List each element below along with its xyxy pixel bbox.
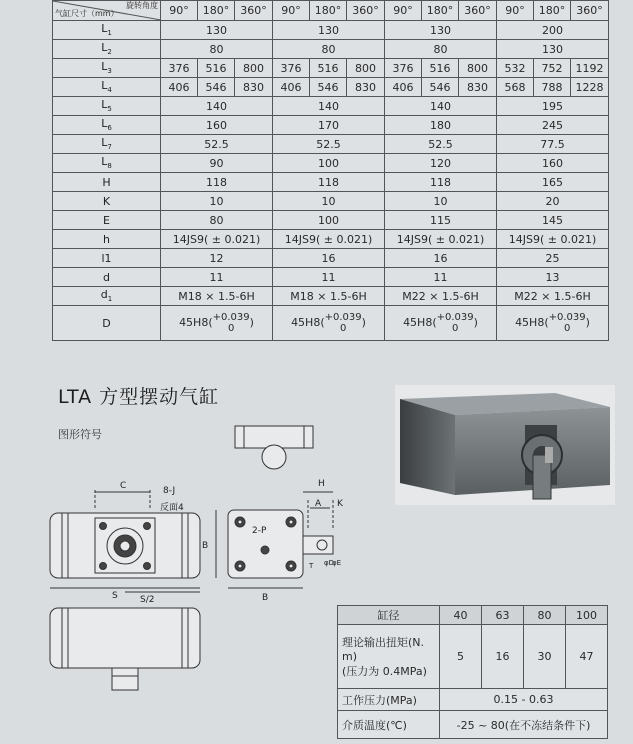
row-label-text: l1 — [101, 251, 112, 265]
d-row — [53, 306, 609, 341]
d-suffix: ) — [473, 316, 478, 329]
row-label-sub: 5 — [107, 105, 112, 114]
d-prefix: 45H8( — [179, 316, 213, 329]
spec-cell: 90 — [161, 154, 273, 173]
d-prefix: 45H8( — [515, 316, 549, 329]
row-label-sub: 4 — [107, 86, 112, 95]
spec-cell: 800 — [235, 59, 273, 78]
spec-body — [53, 21, 609, 306]
spec-cell: 10 — [273, 192, 385, 211]
spec-cell: 140 — [273, 97, 385, 116]
spec-cell: 830 — [347, 78, 385, 97]
corner-top-label: 旋转角度 — [126, 1, 158, 10]
angle-header: 180° — [422, 1, 459, 21]
spec-cell: 800 — [459, 59, 497, 78]
spec-cell: 14JS9( ± 0.021) — [497, 230, 609, 249]
spec-row — [53, 268, 609, 287]
spec-row — [53, 173, 609, 192]
bore-size: 80 — [524, 606, 566, 625]
spec-cell: 376 — [273, 59, 310, 78]
label-h: H — [318, 479, 325, 489]
pressure-value: 0.15 - 0.63 — [440, 689, 608, 711]
spec-cell: 12 — [161, 249, 273, 268]
spec-cell: 788 — [534, 78, 571, 97]
spec-row — [53, 59, 609, 78]
spec-cell: 14JS9( ± 0.021) — [273, 230, 385, 249]
spec-cell: 118 — [385, 173, 497, 192]
label-e: φE — [332, 559, 342, 567]
spec-cell: 80 — [161, 211, 273, 230]
row-label-text: L — [101, 136, 108, 150]
performance-table — [337, 605, 608, 739]
row-label-text: L — [101, 41, 108, 55]
spec-cell: 516 — [422, 59, 459, 78]
spec-cell: 830 — [235, 78, 273, 97]
spec-cell: 16 — [385, 249, 497, 268]
torque-value: 16 — [482, 625, 524, 689]
tolerance-fraction — [549, 312, 586, 334]
spec-cell: 100 — [273, 211, 385, 230]
temperature-value: -25 ~ 80(在不冻结条件下) — [440, 711, 608, 739]
spec-row — [53, 154, 609, 173]
row-label — [53, 135, 161, 154]
row-label — [53, 97, 161, 116]
label-d2: φD — [324, 559, 335, 567]
tolerance-upper: +0.039 — [212, 312, 250, 323]
cylinder-photo — [395, 385, 615, 505]
row-label-sub: 3 — [107, 67, 112, 76]
bottom-view — [50, 592, 200, 690]
torque-row — [338, 625, 608, 689]
angle-header: 180° — [198, 1, 235, 21]
corner-cell — [53, 1, 161, 21]
tolerance-upper: +0.039 — [436, 312, 474, 323]
d-suffix: ) — [249, 316, 254, 329]
spec-cell: 516 — [198, 59, 235, 78]
spec-cell: 1228 — [571, 78, 609, 97]
torque-value: 5 — [440, 625, 482, 689]
torque-label-line2: m) — [342, 650, 358, 663]
row-label — [53, 287, 161, 306]
row-label-sub: 1 — [107, 295, 113, 304]
d-suffix: ) — [585, 316, 590, 329]
spec-row — [53, 249, 609, 268]
tolerance-lower: 0 — [451, 323, 459, 334]
pressure-label: 工作压力(MPa) — [338, 689, 440, 711]
row-label-text: L — [101, 22, 108, 36]
angle-header: 90° — [273, 1, 310, 21]
row-label-text: d — [103, 270, 110, 284]
row-label — [53, 192, 161, 211]
front-view — [50, 481, 200, 601]
graphic-symbol — [235, 426, 313, 469]
spec-cell: M22 × 1.5-6H — [385, 287, 497, 306]
spec-row — [53, 211, 609, 230]
row-label — [53, 40, 161, 59]
spec-cell: 532 — [497, 59, 534, 78]
angle-header: 180° — [310, 1, 347, 21]
bore-size: 100 — [566, 606, 608, 625]
row-label-text: L — [101, 60, 108, 74]
d-cell — [497, 306, 609, 341]
spec-cell: 130 — [385, 21, 497, 40]
spec-cell: 80 — [385, 40, 497, 59]
row-label — [53, 154, 161, 173]
d-cell — [273, 306, 385, 341]
row-label: D — [53, 306, 161, 341]
spec-cell: M18 × 1.5-6H — [161, 287, 273, 306]
spec-cell: 165 — [497, 173, 609, 192]
temperature-label: 介质温度(℃) — [338, 711, 440, 739]
spec-row — [53, 40, 609, 59]
row-label-text: L — [101, 98, 108, 112]
tolerance-upper: +0.039 — [324, 312, 362, 323]
spec-cell: M18 × 1.5-6H — [273, 287, 385, 306]
spec-row — [53, 21, 609, 40]
tolerance-lower: 0 — [227, 323, 235, 334]
spec-cell: 115 — [385, 211, 497, 230]
tolerance-fraction — [437, 312, 474, 334]
row-label-sub: 7 — [107, 143, 112, 152]
spec-cell: 11 — [161, 268, 273, 287]
row-label — [53, 173, 161, 192]
spec-cell: 52.5 — [161, 135, 273, 154]
spec-row — [53, 97, 609, 116]
angle-header: 90° — [385, 1, 422, 21]
row-label-text: d — [100, 288, 108, 302]
torque-label-line1: 理论输出扭矩(N. — [342, 636, 425, 649]
angle-header: 360° — [235, 1, 273, 21]
row-label-text: E — [103, 213, 110, 227]
spec-table — [52, 0, 609, 341]
tolerance-fraction — [325, 312, 362, 334]
temperature-row — [338, 711, 608, 739]
spec-cell: 11 — [385, 268, 497, 287]
spec-cell: 13 — [497, 268, 609, 287]
spec-cell: 170 — [273, 116, 385, 135]
row-label-sub: 1 — [107, 29, 112, 38]
row-label — [53, 21, 161, 40]
angle-header: 360° — [459, 1, 497, 21]
label-back: 反面4 — [160, 503, 184, 513]
spec-cell: M22 × 1.5-6H — [497, 287, 609, 306]
spec-cell: 52.5 — [273, 135, 385, 154]
angle-header: 360° — [347, 1, 385, 21]
label-t: T — [309, 562, 314, 570]
row-label — [53, 211, 161, 230]
spec-cell: 140 — [385, 97, 497, 116]
angle-header: 180° — [534, 1, 571, 21]
spec-row — [53, 230, 609, 249]
perf-header-row — [338, 606, 608, 625]
spec-cell: 77.5 — [497, 135, 609, 154]
tolerance-fraction — [213, 312, 250, 334]
spec-cell: 100 — [273, 154, 385, 173]
row-label — [53, 116, 161, 135]
row-label-sub: 2 — [107, 48, 112, 57]
spec-cell: 800 — [347, 59, 385, 78]
row-label — [53, 78, 161, 97]
row-label — [53, 230, 161, 249]
spec-row — [53, 135, 609, 154]
spec-cell: 80 — [161, 40, 273, 59]
label-a: A — [315, 499, 322, 509]
tolerance-lower: 0 — [339, 323, 347, 334]
row-label-text: h — [103, 232, 110, 246]
label-s2: S/2 — [140, 595, 155, 605]
spec-cell: 20 — [497, 192, 609, 211]
spec-cell: 130 — [273, 21, 385, 40]
torque-value: 47 — [566, 625, 608, 689]
spec-cell: 752 — [534, 59, 571, 78]
spec-cell: 16 — [273, 249, 385, 268]
d-cell — [161, 306, 273, 341]
label-b-bottom: B — [262, 593, 269, 603]
label-k: K — [337, 499, 343, 509]
bore-size: 63 — [482, 606, 524, 625]
d-prefix: 45H8( — [291, 316, 325, 329]
spec-cell: 130 — [497, 40, 609, 59]
technical-drawing — [40, 420, 343, 720]
spec-cell: 140 — [161, 97, 273, 116]
d-suffix: ) — [361, 316, 366, 329]
spec-row — [53, 116, 609, 135]
tolerance-upper: +0.039 — [548, 312, 586, 323]
label-c: C — [120, 481, 127, 491]
angle-header: 90° — [497, 1, 534, 21]
spec-cell: 195 — [497, 97, 609, 116]
d-cell — [385, 306, 497, 341]
row-label — [53, 59, 161, 78]
row-label-text: L — [101, 79, 108, 93]
spec-cell: 118 — [161, 173, 273, 192]
tolerance-lower: 0 — [563, 323, 571, 334]
spec-cell: 568 — [497, 78, 534, 97]
spec-cell: 10 — [161, 192, 273, 211]
spec-cell: 80 — [273, 40, 385, 59]
spec-cell: 200 — [497, 21, 609, 40]
row-label-text: L — [101, 117, 108, 131]
label-b-left: B — [202, 541, 209, 551]
label-s: S — [112, 591, 118, 601]
bore-label: 缸径 — [338, 606, 440, 625]
label-8j: 8-J — [163, 486, 176, 496]
row-label — [53, 268, 161, 287]
spec-cell: 130 — [161, 21, 273, 40]
side-view — [202, 479, 344, 603]
spec-cell: 406 — [161, 78, 198, 97]
angle-header: 90° — [161, 1, 198, 21]
spec-cell: 546 — [422, 78, 459, 97]
spec-cell: 830 — [459, 78, 497, 97]
angle-header-row — [53, 1, 609, 21]
spec-cell: 376 — [385, 59, 422, 78]
d-prefix: 45H8( — [403, 316, 437, 329]
angle-header: 360° — [571, 1, 609, 21]
row-label-text: L — [101, 155, 108, 169]
row-label-text: H — [102, 175, 111, 189]
row-label-sub: 8 — [107, 162, 112, 171]
torque-value: 30 — [524, 625, 566, 689]
spec-row — [53, 287, 609, 306]
torque-label-line3: (压力为 0.4MPa) — [342, 665, 427, 678]
row-label-sub: 6 — [107, 124, 112, 133]
pressure-row — [338, 689, 608, 711]
page-title: LTA 方型摆动气缸 — [58, 386, 220, 408]
spec-cell: 1192 — [571, 59, 609, 78]
spec-cell: 406 — [273, 78, 310, 97]
spec-cell: 118 — [273, 173, 385, 192]
spec-cell: 546 — [310, 78, 347, 97]
corner-left-label: 气缸尺寸（mm） — [55, 9, 119, 18]
spec-cell: 25 — [497, 249, 609, 268]
spec-cell: 10 — [385, 192, 497, 211]
symbol-label: 图形符号 — [58, 428, 102, 441]
spec-cell: 406 — [385, 78, 422, 97]
spec-cell: 14JS9( ± 0.021) — [385, 230, 497, 249]
spec-cell: 180 — [385, 116, 497, 135]
row-label-text: K — [102, 194, 111, 208]
spec-cell: 516 — [310, 59, 347, 78]
spec-cell: 52.5 — [385, 135, 497, 154]
spec-cell: 14JS9( ± 0.021) — [161, 230, 273, 249]
spec-cell: 11 — [273, 268, 385, 287]
spec-cell: 245 — [497, 116, 609, 135]
row-label — [53, 249, 161, 268]
spec-cell: 160 — [497, 154, 609, 173]
spec-cell: 120 — [385, 154, 497, 173]
spec-row — [53, 78, 609, 97]
spec-cell: 160 — [161, 116, 273, 135]
spec-row — [53, 192, 609, 211]
spec-cell: 376 — [161, 59, 198, 78]
bore-size: 40 — [440, 606, 482, 625]
spec-cell: 145 — [497, 211, 609, 230]
label-p: 2-P — [252, 526, 267, 536]
torque-label — [338, 625, 440, 689]
spec-cell: 546 — [198, 78, 235, 97]
